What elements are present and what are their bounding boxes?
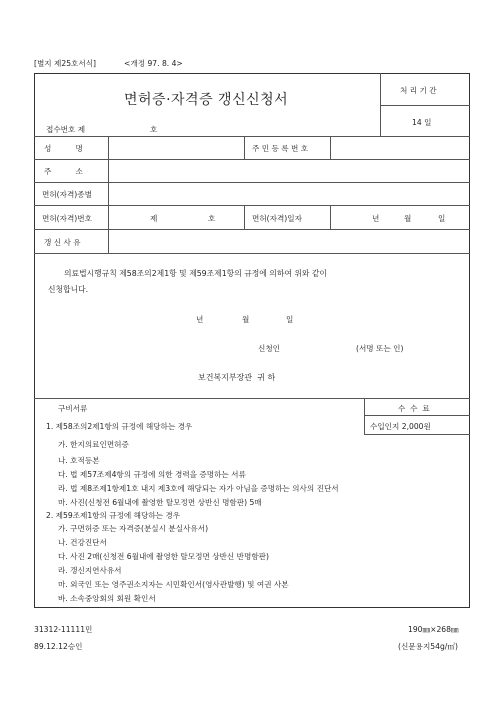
renewal-reason-label: 갱 신 사 유 [44,238,81,247]
paper-size: 190㎜×268㎜ [408,625,459,634]
list-item: 라. 법 제8조제1항제1호 내지 제3호에 해당되는 자가 아님을 증명하는 의사의 진단서 [58,484,339,493]
name-field[interactable] [110,138,242,157]
statement-line-1: 의료법시행규칙 제58조의2제1항 및 제59조제1항의 규정에 의하여 위와 같이 [64,269,327,278]
receipt-number-label: 접수번호 제 [46,125,86,134]
processing-period-value: 14 일 [412,118,432,127]
name-label: 성 명 [44,144,83,153]
license-date-month: 월 [404,214,412,223]
processing-period-label: 처 리 기 간 [400,86,437,95]
list-item: 나. 호적등본 [58,456,100,465]
page-title: 면허증·자격증 갱신신청서 [124,92,289,108]
list-item: 가. 구면허증 또는 자격증(분실시 분실사유서) [58,524,209,533]
application-date-year: 년 [196,315,204,324]
divider [34,398,470,399]
license-number-ho: 호 [208,214,216,223]
divider [34,205,470,206]
list-item: 마. 사진(신청전 6월내에 촬영한 탈모정면 상반신 명함판) 5매 [58,498,262,507]
receipt-number-suffix: 호 [150,125,158,134]
divider [34,182,470,183]
rrn-label: 주 민 등 록 번 호 [252,144,309,153]
approval-date: 89.12.12승인 [34,642,83,651]
documents-header: 구비서류 [58,404,88,413]
divider [108,136,109,253]
application-date-day: 일 [286,315,294,324]
list-item: 바. 소속중앙회의 회원 확인서 [58,594,156,603]
divider [244,205,245,229]
addressee: 보건복지부장관 귀 하 [198,373,276,382]
divider [34,229,470,230]
divider [364,415,470,416]
list-item: 가. 한지의료인면허증 [58,440,129,449]
divider [34,159,470,160]
license-type-label: 면허(자격)종별 [42,190,92,199]
license-number-label: 면허(자격)번호 [42,214,92,223]
license-date-year: 년 [372,214,380,223]
divider [34,136,470,137]
rrn-field[interactable] [332,138,468,157]
statement-line-2: 신청합니다. [48,285,89,294]
list-item: 라. 갱신지연사유서 [58,566,122,575]
divider [34,253,470,254]
revision-note: <개정 97. 8. 4> [124,59,183,68]
divider [380,105,470,106]
license-type-field[interactable] [110,184,468,203]
list-item: 다. 사진 2매(신청전 6월내에 촬영한 탈모정면 상반신 반명함판) [58,552,269,561]
divider [330,205,331,229]
paper-type: (신문용지54g/㎡) [398,642,458,651]
fee-value: 수입인지 2,000원 [370,422,431,431]
list-item: 다. 법 제57조제4항의 규정에 의한 경력을 증명하는 서류 [58,470,246,479]
application-date-month: 월 [242,315,250,324]
address-field[interactable] [110,161,468,180]
form-number: [별지 제25호서식] [34,59,97,68]
license-date-day: 일 [438,214,446,223]
divider [364,398,365,434]
section-1-title: 1. 제58조의2제1항의 규정에 해당하는 경우 [46,422,193,431]
renewal-reason-field[interactable] [110,231,468,251]
license-number-je: 제 [150,214,158,223]
form-code: 31312-11111민 [34,625,93,634]
divider [244,136,245,159]
divider [364,434,470,435]
signature-label: (서명 또는 인) [356,344,404,353]
list-item: 나. 건강진단서 [58,538,107,547]
fee-header: 수 수 료 [398,404,430,413]
divider [380,73,381,136]
license-date-label: 면허(자격)일자 [252,214,302,223]
divider [330,136,331,159]
list-item: 마. 외국인 또는 영주권소지자는 시민확인서(영사관발행) 및 여권 사본 [58,580,289,589]
applicant-label: 신청인 [258,344,281,353]
section-2-title: 2. 제59조제1항의 규정에 해당하는 경우 [46,511,181,520]
address-label: 주 소 [44,167,83,176]
